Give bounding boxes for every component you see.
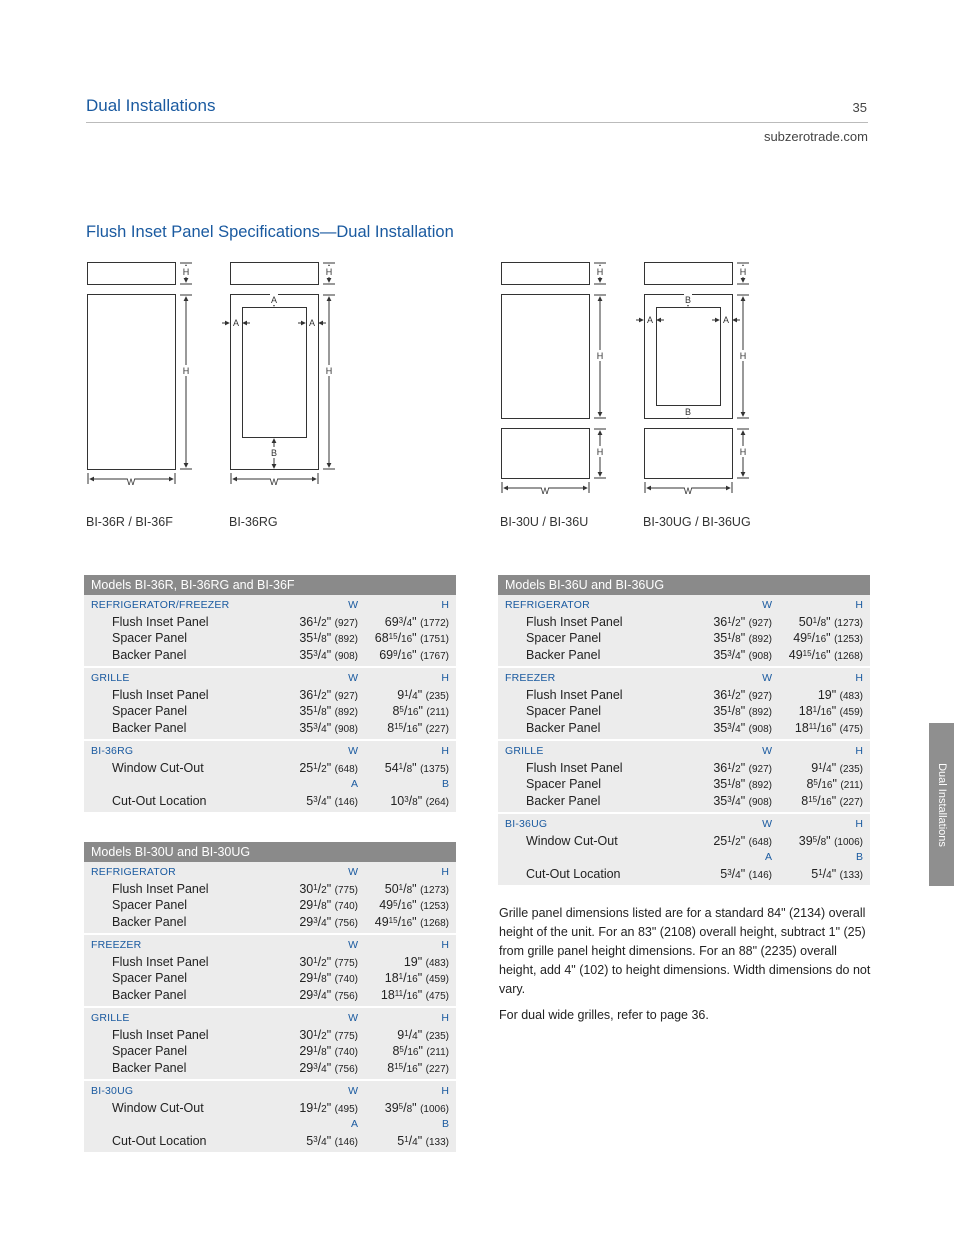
- dimension-value: $8^5/16$" (211): [806, 777, 863, 791]
- dimension-label-h: H: [596, 351, 604, 361]
- table-group: [498, 741, 870, 814]
- height-cell: [390, 794, 449, 808]
- dimension-value: $54^1/8$" (1375): [384, 760, 449, 775]
- column-header-h: H: [855, 818, 863, 830]
- width-cell: [713, 615, 772, 629]
- dimension-value: $18^1/16$" (459): [798, 704, 863, 718]
- height-cell: [789, 648, 863, 662]
- dimension-value: $5^3/4$" (146): [306, 793, 358, 808]
- table-group: [84, 862, 456, 935]
- dimension-label-a: A: [270, 295, 278, 305]
- row-label: Spacer Panel: [112, 898, 188, 912]
- spec-table-bi-36r: [84, 575, 456, 814]
- height-cell: [397, 688, 449, 702]
- width-cell: [299, 704, 358, 718]
- column-header-h: H: [441, 599, 449, 611]
- table-row: [498, 866, 870, 883]
- height-cell: [404, 955, 449, 969]
- caption-bi-30u: BI-30U / BI-36U: [500, 515, 589, 529]
- dimension-value: $49^{15}/16$" (1268): [374, 914, 449, 929]
- column-header-b: B: [855, 851, 863, 863]
- dimension-value: $9^1/4$" (235): [397, 1027, 449, 1042]
- width-cell: [713, 721, 772, 735]
- dimension-label-b: B: [684, 295, 692, 305]
- width-cell: [299, 688, 358, 702]
- width-cell: [713, 777, 772, 791]
- height-cell: [801, 794, 863, 808]
- height-cell: [379, 648, 449, 662]
- dimension-value: $35^3/4$" (908): [713, 720, 772, 735]
- column-header-h: H: [855, 599, 863, 611]
- row-label: Window Cut-Out: [112, 1100, 204, 1115]
- table-row: [498, 614, 870, 631]
- height-cell: [811, 867, 863, 881]
- side-tab-label: Dual Installations: [935, 762, 948, 847]
- dimension-value: $35^3/4$" (908): [713, 793, 772, 808]
- group-label: GRILLE: [505, 745, 544, 757]
- width-cell: [720, 867, 772, 881]
- dimension-value: $30^1/2$" (775): [299, 954, 358, 969]
- group-header-row: [498, 597, 870, 614]
- dimension-label-h: H: [596, 447, 604, 457]
- table-row: [84, 954, 456, 971]
- table-row: [498, 687, 870, 704]
- dimension-value: $36^1/2$" (927): [713, 614, 772, 629]
- dimension-value: $35^1/8$" (892): [299, 704, 358, 718]
- row-label: Backer Panel: [112, 914, 187, 929]
- table-row: [84, 881, 456, 898]
- dimension-value: $18^{11}/16$" (475): [380, 987, 449, 1002]
- dimension-value: $29^3/4$" (756): [299, 1060, 358, 1075]
- table-group: [84, 668, 456, 741]
- dimension-value: $35^1/8$" (892): [713, 777, 772, 791]
- dimension-value: $30^1/2$" (775): [299, 1027, 358, 1042]
- row-label: Flush Inset Panel: [112, 687, 209, 702]
- row-label: Backer Panel: [112, 720, 187, 735]
- table-row: [498, 630, 870, 647]
- table-row: [84, 793, 456, 810]
- column-header-w: W: [348, 939, 358, 951]
- width-cell: [306, 794, 358, 808]
- row-label: Spacer Panel: [112, 631, 188, 645]
- dimension-value: $36^1/2$" (927): [299, 614, 358, 629]
- row-label: Flush Inset Panel: [526, 614, 623, 629]
- group-label: GRILLE: [91, 672, 130, 684]
- group-label: BI-36UG: [505, 818, 548, 830]
- dimension-label-a: A: [722, 315, 730, 325]
- dimension-value: $36^1/2$" (927): [299, 687, 358, 702]
- row-label: Flush Inset Panel: [112, 954, 209, 969]
- dimension-value: $18^{11}/16$" (475): [794, 720, 863, 735]
- table-row: [84, 760, 456, 777]
- spec-table-bi-30u: [84, 842, 456, 1154]
- dimension-label-h: H: [739, 351, 747, 361]
- dimension-value: $25^1/2$" (648): [713, 833, 772, 848]
- group-label: BI-30UG: [91, 1085, 134, 1097]
- table-title: Models BI-36R, BI-36RG and BI-36F: [84, 575, 456, 595]
- column-header-h: H: [441, 672, 449, 684]
- table-row: [84, 1027, 456, 1044]
- diagram-bi-30ug: [636, 263, 749, 494]
- column-header-h: H: [441, 866, 449, 878]
- caption-bi-36r: BI-36R / BI-36F: [86, 515, 173, 529]
- width-cell: [299, 898, 358, 912]
- row-label: Backer Panel: [526, 793, 601, 808]
- height-cell: [799, 834, 863, 848]
- dimension-value: $49^5/16$" (1253): [793, 631, 863, 645]
- dimension-value: $9^1/4$" (235): [811, 760, 863, 775]
- group-header-row: [84, 743, 456, 760]
- table-row: [84, 1043, 456, 1060]
- row-label: Flush Inset Panel: [526, 687, 623, 702]
- dimension-value: 19" (483): [403, 954, 449, 969]
- dimension-value: $5^1/4$" (133): [811, 866, 863, 881]
- width-cell: [299, 1044, 358, 1058]
- group-header-row: [84, 1010, 456, 1027]
- column-header-a: A: [350, 778, 358, 790]
- dimension-value: $8^5/16$" (211): [392, 704, 449, 718]
- dimension-label-h: H: [182, 267, 190, 277]
- group-label: REFRIGERATOR: [505, 599, 590, 611]
- group-label: REFRIGERATOR/FREEZER: [91, 599, 230, 611]
- row-label: Backer Panel: [526, 720, 601, 735]
- dimension-value: $29^1/8$" (740): [299, 1044, 358, 1058]
- table-row: [84, 914, 456, 931]
- row-label: Flush Inset Panel: [112, 614, 209, 629]
- dimension-value: $25^1/2$" (648): [299, 760, 358, 775]
- row-label: Backer Panel: [112, 987, 187, 1002]
- row-label: Cut-Out Location: [112, 1133, 207, 1148]
- table-row: [84, 687, 456, 704]
- width-cell: [299, 1101, 358, 1115]
- width-cell: [306, 1134, 358, 1148]
- dimension-label-b: B: [684, 407, 692, 417]
- table-row: [498, 793, 870, 810]
- table-group: [84, 1081, 456, 1154]
- dimension-label-h: H: [182, 366, 190, 376]
- height-cell: [392, 704, 449, 718]
- table-row: [498, 776, 870, 793]
- row-label: Flush Inset Panel: [112, 1027, 209, 1042]
- group-header-row: [84, 1083, 456, 1100]
- height-cell: [385, 761, 449, 775]
- width-cell: [299, 1028, 358, 1042]
- column-header-a: A: [350, 1118, 358, 1130]
- dimension-value: $35^3/4$" (908): [299, 647, 358, 662]
- column-header-w: W: [762, 672, 772, 684]
- table-group: [84, 595, 456, 668]
- table-row: [498, 647, 870, 664]
- height-cell: [392, 1044, 449, 1058]
- table-group: [498, 595, 870, 668]
- dimension-value: $49^5/16$" (1253): [379, 898, 449, 912]
- height-cell: [379, 898, 449, 912]
- width-cell: [299, 1061, 358, 1075]
- dimension-value: $8^{15}/16$" (227): [387, 1060, 449, 1075]
- grille-note: Grille panel dimensions listed are for a standard 84" (2134) overall height of the unit. For an 83" (2108) overall height, subtract 1" (25) from grille panel height dimensions. For an 88" (2235) overall height, add 4" (102) to height dimensions. Width dimensions do not vary.: [499, 906, 871, 996]
- dimension-label-b: B: [270, 448, 278, 458]
- dimension-label-w: W: [540, 486, 550, 496]
- header-title: Dual Installations: [86, 96, 216, 115]
- dimension-value: $29^1/8$" (740): [299, 971, 358, 985]
- group-label: FREEZER: [505, 672, 556, 684]
- row-label: Cut-Out Location: [526, 866, 621, 881]
- row-label: Backer Panel: [112, 647, 187, 662]
- dimension-label-h: H: [596, 267, 604, 277]
- dimension-value: $8^{15}/16$" (227): [801, 793, 863, 808]
- dimension-value: $36^1/2$" (927): [713, 687, 772, 702]
- row-label: Spacer Panel: [112, 1044, 188, 1058]
- width-cell: [713, 631, 772, 645]
- dimension-value: $29^3/4$" (756): [299, 914, 358, 929]
- width-cell: [713, 648, 772, 662]
- table-row: [84, 897, 456, 914]
- width-cell: [299, 955, 358, 969]
- table-row: [498, 833, 870, 850]
- table-group: [498, 668, 870, 741]
- height-cell: [806, 777, 863, 791]
- group-label: REFRIGERATOR: [91, 866, 176, 878]
- dimension-value: $35^1/8$" (892): [299, 631, 358, 645]
- group-header-row: [498, 816, 870, 833]
- column-header-w: W: [348, 866, 358, 878]
- dimension-value: 19" (483): [817, 687, 863, 702]
- row-label: Spacer Panel: [112, 704, 188, 718]
- group-label: FREEZER: [91, 939, 142, 951]
- table-row: [84, 1060, 456, 1077]
- group-header-row: [84, 937, 456, 954]
- table-row: [498, 760, 870, 777]
- height-cell: [793, 631, 863, 645]
- side-tab[interactable]: [929, 723, 954, 886]
- table-row: [84, 720, 456, 737]
- dimension-value: $36^1/2$" (927): [713, 760, 772, 775]
- column-header-a: A: [764, 851, 772, 863]
- table-row: [84, 630, 456, 647]
- group-header-row: [84, 864, 456, 881]
- height-cell: [799, 615, 863, 629]
- column-header-w: W: [762, 745, 772, 757]
- column-header-w: W: [348, 672, 358, 684]
- diagram-bi-30u: [502, 263, 607, 494]
- table-group: [84, 1008, 456, 1081]
- width-cell: [299, 615, 358, 629]
- table-row: [84, 1100, 456, 1117]
- dimension-label-w: W: [683, 486, 693, 496]
- table-group: [498, 814, 870, 887]
- width-cell: [713, 794, 772, 808]
- width-cell: [299, 971, 358, 985]
- column-header-h: H: [441, 1012, 449, 1024]
- width-cell: [713, 688, 772, 702]
- dimension-label-a: A: [232, 318, 240, 328]
- dimension-label-h: H: [739, 447, 747, 457]
- dimension-value: $10^3/8$" (264): [390, 793, 449, 808]
- diagram-bi-36r: [88, 263, 193, 485]
- subheader-row: [498, 849, 870, 866]
- subheader-row: [84, 776, 456, 793]
- dimension-value: $69^3/4$" (1772): [384, 614, 449, 629]
- spec-table-bi-36u: [498, 575, 870, 887]
- column-header-w: W: [348, 1012, 358, 1024]
- row-label: Backer Panel: [112, 1060, 187, 1075]
- page-number: 35: [852, 100, 867, 115]
- height-cell: [385, 882, 449, 896]
- dimension-value: $39^5/8$" (1006): [798, 833, 863, 848]
- row-label: Spacer Panel: [526, 631, 602, 645]
- group-header-row: [498, 743, 870, 760]
- section-title: Flush Inset Panel Specifications—Dual Installation: [86, 223, 454, 241]
- dimension-value: $35^3/4$" (908): [713, 647, 772, 662]
- dimension-value: $39^5/8$" (1006): [384, 1100, 449, 1115]
- dimension-label-h: H: [325, 366, 333, 376]
- height-cell: [397, 1028, 449, 1042]
- table-row: [84, 1133, 456, 1150]
- dimension-value: $68^{15}/16$" (1751): [374, 631, 449, 645]
- table-row: [84, 703, 456, 720]
- dimension-value: $35^3/4$" (908): [299, 720, 358, 735]
- diagram-bi-36rg: [222, 263, 335, 485]
- table-row: [84, 970, 456, 987]
- dimension-value: $29^1/8$" (740): [299, 898, 358, 912]
- width-cell: [299, 721, 358, 735]
- caption-bi-36rg: BI-36RG: [229, 515, 278, 529]
- width-cell: [299, 915, 358, 929]
- column-header-b: B: [441, 1118, 449, 1130]
- width-cell: [299, 988, 358, 1002]
- diagram-dimension-labels: [127, 266, 747, 496]
- dimension-value: $35^1/8$" (892): [713, 704, 772, 718]
- height-cell: [818, 688, 863, 702]
- width-cell: [713, 761, 772, 775]
- row-label: Cut-Out Location: [112, 793, 207, 808]
- caption-bi-30ug: BI-30UG / BI-36UG: [643, 515, 751, 529]
- column-header-w: W: [348, 745, 358, 757]
- dimension-label-w: W: [269, 477, 279, 487]
- dual-wide-note: For dual wide grilles, refer to page 36.: [499, 1008, 709, 1022]
- dimension-value: $69^9/16$" (1767): [379, 647, 449, 662]
- row-label: Spacer Panel: [112, 971, 188, 985]
- height-cell: [811, 761, 863, 775]
- group-label: GRILLE: [91, 1012, 130, 1024]
- row-label: Window Cut-Out: [112, 760, 204, 775]
- width-cell: [299, 882, 358, 896]
- column-header-h: H: [441, 1085, 449, 1097]
- table-row: [84, 987, 456, 1004]
- dimension-label-a: A: [308, 318, 316, 328]
- row-label: Spacer Panel: [526, 704, 602, 718]
- table-title: Models BI-36U and BI-36UG: [498, 575, 870, 595]
- dimension-value: $5^1/4$" (133): [397, 1133, 449, 1148]
- height-cell: [385, 1101, 449, 1115]
- column-header-h: H: [855, 745, 863, 757]
- column-header-w: W: [762, 599, 772, 611]
- dimension-value: $8^{15}/16$" (227): [387, 720, 449, 735]
- column-header-b: B: [441, 778, 449, 790]
- height-cell: [385, 615, 449, 629]
- group-header-row: [84, 597, 456, 614]
- group-header-row: [498, 670, 870, 687]
- height-cell: [387, 1061, 449, 1075]
- dimension-label-w: W: [126, 477, 136, 487]
- dimension-value: $5^3/4$" (146): [306, 1133, 358, 1148]
- subheader-row: [84, 1116, 456, 1133]
- width-cell: [299, 648, 358, 662]
- height-cell: [799, 704, 863, 718]
- dimension-value: $30^1/2$" (775): [299, 881, 358, 896]
- column-header-w: W: [348, 599, 358, 611]
- dimension-label-a: A: [646, 315, 654, 325]
- dimension-value: $35^1/8$" (892): [713, 631, 772, 645]
- dimension-label-h: H: [325, 267, 333, 277]
- height-cell: [385, 971, 449, 985]
- column-header-h: H: [441, 745, 449, 757]
- height-cell: [397, 1134, 449, 1148]
- row-label: Flush Inset Panel: [526, 760, 623, 775]
- dimension-value: $9^1/4$" (235): [397, 687, 449, 702]
- width-cell: [299, 761, 358, 775]
- table-title: Models BI-30U and BI-30UG: [84, 842, 456, 862]
- column-header-h: H: [441, 939, 449, 951]
- height-cell: [381, 988, 449, 1002]
- dimension-label-h: H: [739, 267, 747, 277]
- group-label: BI-36RG: [91, 745, 134, 757]
- website-link[interactable]: subzerotrade.com: [763, 129, 868, 144]
- table-row: [498, 703, 870, 720]
- table-row: [84, 647, 456, 664]
- dimension-value: $29^3/4$" (756): [299, 987, 358, 1002]
- table-group: [84, 741, 456, 814]
- table-row: [84, 614, 456, 631]
- row-label: Window Cut-Out: [526, 833, 618, 848]
- column-header-w: W: [348, 1085, 358, 1097]
- height-cell: [795, 721, 863, 735]
- table-group: [84, 935, 456, 1008]
- width-cell: [299, 631, 358, 645]
- row-label: Backer Panel: [526, 647, 601, 662]
- row-label: Spacer Panel: [526, 777, 602, 791]
- column-header-h: H: [855, 672, 863, 684]
- dimension-value: $50^1/8$" (1273): [384, 881, 449, 896]
- dimension-value: $19^1/2$" (495): [299, 1100, 358, 1115]
- width-cell: [713, 704, 772, 718]
- row-label: Flush Inset Panel: [112, 881, 209, 896]
- table-row: [498, 720, 870, 737]
- panel-diagrams: [0, 0, 954, 540]
- dimension-value: $49^{15}/16$" (1268): [788, 647, 863, 662]
- height-cell: [375, 631, 449, 645]
- dimension-value: $8^5/16$" (211): [392, 1044, 449, 1058]
- group-header-row: [84, 670, 456, 687]
- dimension-value: $50^1/8$" (1273): [798, 614, 863, 629]
- width-cell: [713, 834, 772, 848]
- dimension-value: $5^3/4$" (146): [720, 866, 772, 881]
- height-cell: [387, 721, 449, 735]
- column-header-w: W: [762, 818, 772, 830]
- height-cell: [375, 915, 449, 929]
- dimension-value: $18^1/16$" (459): [384, 971, 449, 985]
